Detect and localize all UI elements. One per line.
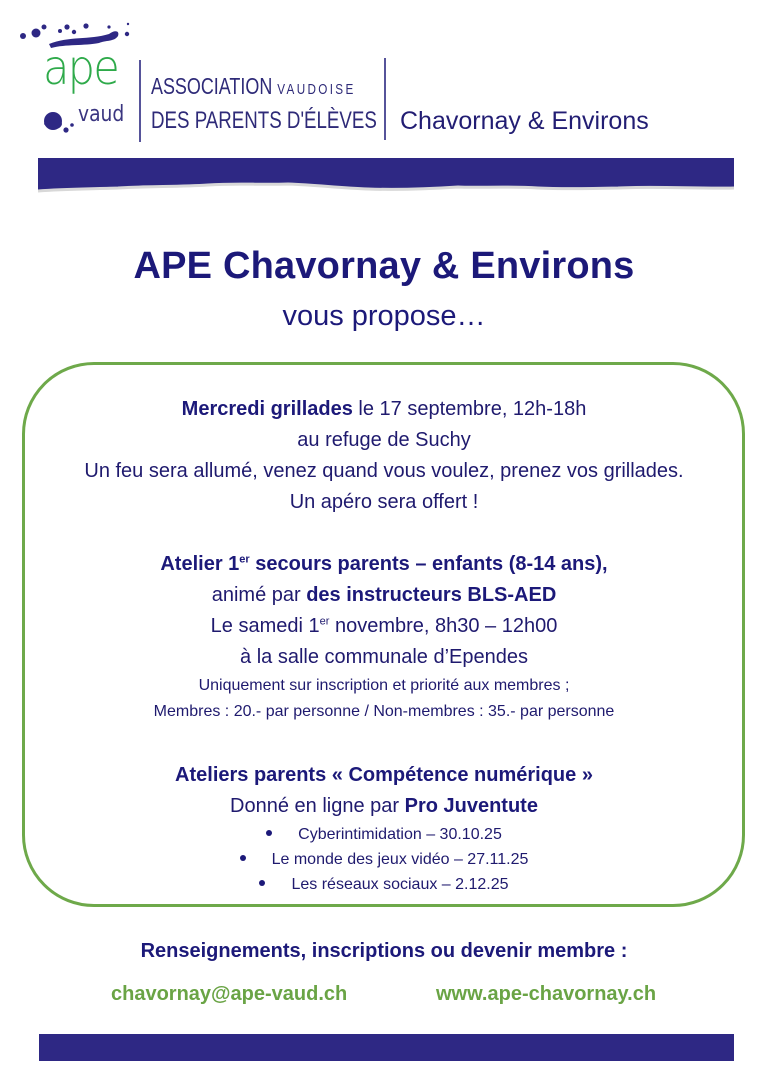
first-aid-date-pre: Le samedi 1 <box>210 615 320 637</box>
page-title: APE Chavornay & Environs <box>133 245 635 287</box>
logo-ape-text: ape <box>43 40 119 96</box>
section-name: Chavornay & Environs <box>400 107 649 135</box>
grillades-title: Mercredi grillades <box>181 398 353 420</box>
digital-provider-pre: Donné en ligne par <box>230 795 405 817</box>
first-aid-title-pre: Atelier 1 <box>160 553 240 575</box>
first-aid-by-pre: animé par <box>211 584 307 606</box>
grillades-place: au refuge de Suchy <box>297 429 471 451</box>
first-aid-prices: Membres : 20.- par personne / Non-membres : 35.- par personne <box>153 703 615 720</box>
first-aid-date <box>0 611 768 642</box>
header-torn-band <box>38 158 734 198</box>
logo-vaud-text: vaud <box>78 102 125 127</box>
bullet-icon <box>266 830 272 836</box>
event-digital-skills <box>0 760 768 897</box>
list-item <box>0 872 768 897</box>
bullet-icon <box>240 855 246 861</box>
digital-sessions-list <box>0 822 768 897</box>
session-label: Cyberintimidation – 30.10.25 <box>298 826 502 843</box>
website-link[interactable]: www.ape-chavornay.ch <box>436 983 657 1005</box>
association-word: ASSOCIATION <box>151 73 273 99</box>
contact-title: Renseignements, inscriptions ou devenir membre : <box>140 940 628 962</box>
digital-title <box>0 760 768 791</box>
logo-divider <box>139 60 141 142</box>
session-label: Le monde des jeux vidéo – 27.11.25 <box>271 851 529 868</box>
page-subtitle: vous propose… <box>282 300 486 332</box>
first-aid-title-sup: er <box>239 553 250 566</box>
event-grillades <box>0 394 768 518</box>
digital-provider-name: Pro Juventute <box>404 795 538 817</box>
grillades-title-line <box>0 394 768 425</box>
digital-provider <box>0 791 768 822</box>
association-name-line2: DES PARENTS D'ÉLÈVES <box>151 107 377 134</box>
header-divider <box>384 58 386 140</box>
first-aid-instructors <box>0 580 768 611</box>
bullet-icon <box>259 880 265 886</box>
first-aid-place: à la salle communale d’Ependes <box>240 646 528 668</box>
grillades-note: Un apéro sera offert ! <box>289 491 479 513</box>
grillades-date: le 17 septembre, 12h-18h <box>352 398 587 420</box>
first-aid-title-post: secours parents – enfants (8-14 ans), <box>249 553 608 575</box>
first-aid-title <box>0 549 768 580</box>
first-aid-by-bold: des instructeurs BLS-AED <box>306 584 557 606</box>
event-first-aid <box>0 549 768 725</box>
association-name-line1 <box>151 75 356 98</box>
grillades-description: Un feu sera allumé, venez quand vous voulez, prenez vos grillades. <box>84 460 684 482</box>
first-aid-date-post: novembre, 8h30 – 12h00 <box>329 615 558 637</box>
session-label: Les réseaux sociaux – 2.12.25 <box>291 876 509 893</box>
email-link[interactable]: chavornay@ape-vaud.ch <box>111 983 348 1005</box>
list-item <box>0 822 768 847</box>
first-aid-condition: Uniquement sur inscription et priorité aux membres ; <box>198 677 570 694</box>
digital-title-text: Ateliers parents « Compétence numérique » <box>175 764 593 786</box>
vaudoise-word: VAUDOISE <box>277 81 356 98</box>
footer-band <box>39 1034 734 1061</box>
list-item <box>0 847 768 872</box>
first-aid-date-sup: er <box>319 615 330 628</box>
